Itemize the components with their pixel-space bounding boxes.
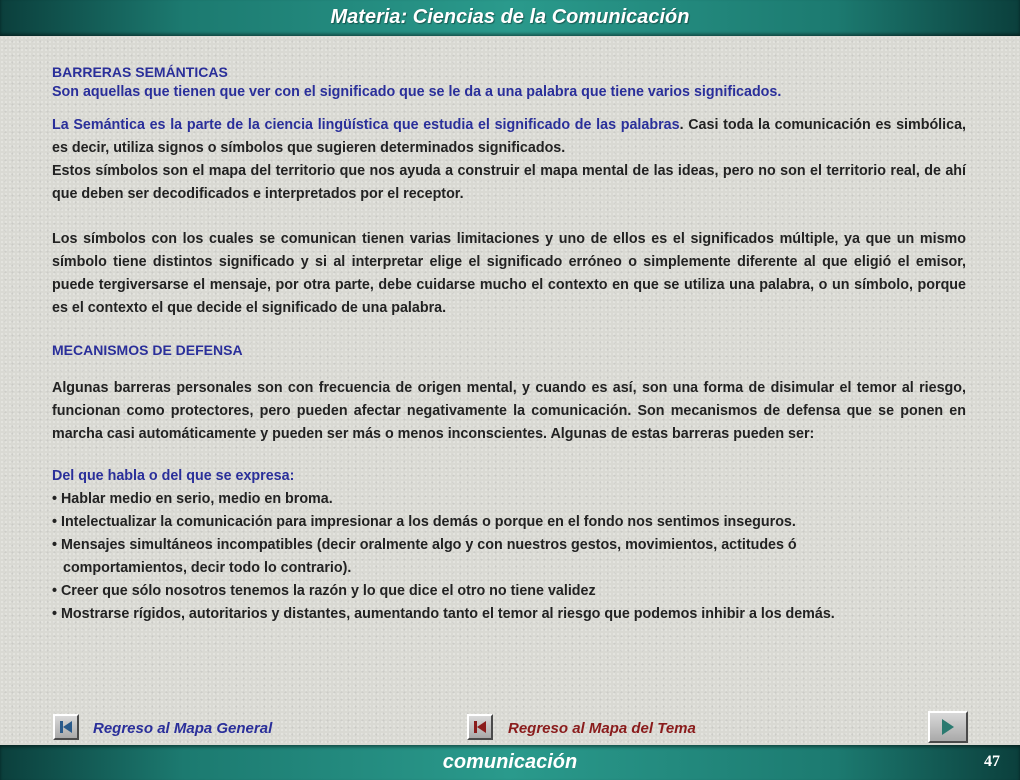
barrier-list xyxy=(52,488,966,626)
page-title: Materia: Ciencias de la Comunicación xyxy=(330,6,690,28)
first-map-button[interactable] xyxy=(53,714,79,740)
list-item: • Creer que sólo nosotros tenemos la razón y lo que dice el otro no tiene validez xyxy=(52,583,596,599)
barreras-definition: Son aquellas que tienen que ver con el significado que se le da a una palabra que tiene varios significados. xyxy=(52,84,782,100)
link-mapa-tema[interactable]: Regreso al Mapa del Tema xyxy=(508,720,696,737)
semantica-definition: La Semántica es la parte de la ciencia lingüística que estudia el significado de las palabras xyxy=(52,117,680,133)
semantica-rest: . Casi toda la comunicación es simbólica, es decir, utiliza signos o símbolos que sugieren determinados significados. xyxy=(52,117,967,156)
footer-bar xyxy=(0,745,1020,780)
semantica-paragraph xyxy=(52,114,966,160)
list-item-continuation: comportamientos, decir todo lo contrario). xyxy=(63,560,352,576)
list-item: • Hablar medio en serio, medio en broma. xyxy=(52,491,333,507)
skip-to-first-icon xyxy=(57,718,75,736)
mecanismos-paragraph: Algunas barreras personales son con frecuencia de origen mental, y cuando es así, son una forma de disimular el temor al riesgo, funcionan como protectores, pero pueden afectar negativamente la comunicación. Son mecanismos de defensa que se ponen en marcha casi automáticamente y pueden ser más o menos inconscientes. Algunas de estas barreras pueden ser: xyxy=(52,380,966,442)
page-number: 47 xyxy=(984,753,1000,770)
link-mapa-general[interactable]: Regreso al Mapa General xyxy=(93,720,273,737)
play-next-icon xyxy=(932,715,964,739)
section-heading-barreras: BARRERAS SEMÁNTICAS xyxy=(52,64,228,80)
subheading-emisor: Del que habla o del que se expresa: xyxy=(52,468,295,484)
limitaciones-paragraph: Los símbolos con los cuales se comunican tienen varias limitaciones y uno de ellos es el significados múltiple, ya que un mismo símbolo tiene distintos significado y si al interpretar elige el significado erróneo o simplemente diferente al que eligió el emisor, puede tergiversarse el mensaje, por otra parte, debe cuidarse mucho el contexto en que se utiliza una palabra, o un símbolo, porque es el contexto el que decide el significado de una palabra. xyxy=(52,231,966,316)
list-item: • Mensajes simultáneos incompatibles (decir oralmente algo y con nuestros gestos, movimientos, actitudes ó xyxy=(52,537,797,553)
back-theme-button[interactable] xyxy=(467,714,493,740)
simbolos-paragraph: Estos símbolos son el mapa del territorio que nos ayuda a construir el mapa mental de las ideas, pero no son el territorio real, de ahí que deben ser decodificados e interpretados por el receptor. xyxy=(52,163,966,202)
next-page-button[interactable] xyxy=(928,711,968,743)
main-content xyxy=(52,64,966,626)
section-heading-mecanismos: MECANISMOS DE DEFENSA xyxy=(52,342,243,358)
list-item: • Mostrarse rígidos, autoritarios y distantes, aumentando tanto el temor al riesgo que podemos inhibir a los demás. xyxy=(52,606,835,622)
skip-back-icon xyxy=(471,718,489,736)
list-item: • Intelectualizar la comunicación para impresionar a los demás o porque en el fondo nos sentimos inseguros. xyxy=(52,514,796,530)
footer-text: comunicación xyxy=(442,751,578,773)
header-bar xyxy=(0,0,1020,36)
